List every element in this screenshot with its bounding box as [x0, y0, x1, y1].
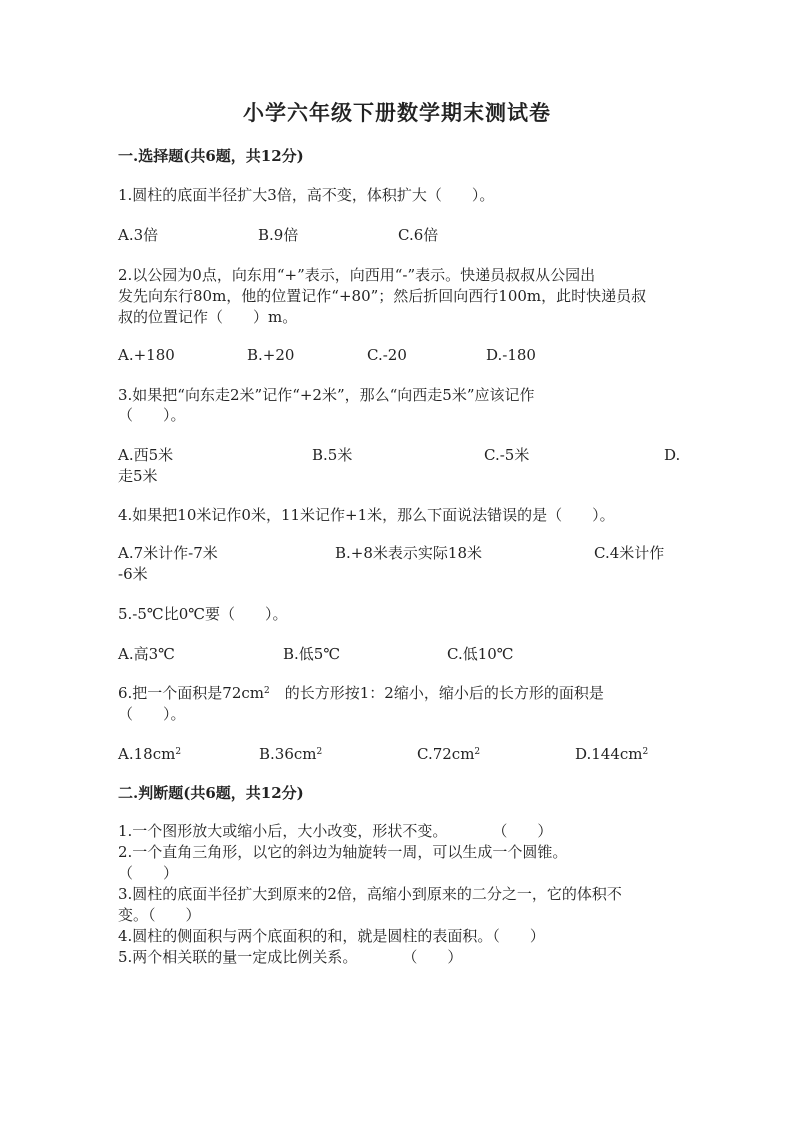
q6-text-part-1: 6.把一个面积是72cm: [118, 684, 265, 702]
q6-option-b-sup: 2: [316, 747, 323, 757]
q6-option-c-text: C.72cm: [417, 745, 475, 763]
q2-option-b: B.+20: [247, 346, 295, 364]
q3-option-d-continued: 走5米: [118, 467, 158, 485]
judgement-item-3: 3.圆柱的底面半径扩大到原来的2倍，高缩小到原来的二分之一，它的体积不: [118, 885, 622, 903]
q4-option-b: B.+8米表示实际18米: [335, 544, 482, 562]
q1-option-b: B.9倍: [258, 226, 299, 244]
q6-option-a-text: A.18cm: [118, 745, 176, 763]
judgement-item-2: 2.一个直角三角形，以它的斜边为轴旋转一周，可以生成一个圆锥。: [118, 843, 568, 861]
q1-option-a: A.3倍: [118, 226, 159, 244]
question-3-line-1: 3.如果把“向东走2米”记作“+2米”，那么“向西走5米”应该记作: [118, 386, 535, 404]
q6-option-c: [417, 744, 480, 765]
q5-option-b: B.低5℃: [283, 645, 341, 663]
q3-option-b: B.5米: [312, 446, 353, 464]
q3-option-d: D.: [664, 446, 681, 464]
q2-option-d: D.-180: [486, 346, 536, 364]
question-2-line-3: 叔的位置记作（ ）m。: [118, 308, 298, 326]
q6-option-d-text: D.144cm: [575, 745, 643, 763]
q6-superscript: 2: [264, 686, 270, 696]
q5-option-a: A.高3℃: [118, 645, 175, 663]
section1-heading: 一.选择题(共6题，共12分): [118, 147, 304, 165]
judgement-item-2-continued: （ ）: [118, 864, 179, 882]
question-2-line-1: 2.以公园为0点，向东用“+”表示，向西用“-”表示。快递员叔叔从公园出: [118, 266, 596, 284]
question-1: 1.圆柱的底面半径扩大3倍，高不变，体积扩大（ ）。: [118, 186, 495, 204]
q3-option-c: C.-5米: [484, 446, 530, 464]
q5-option-c: C.低10℃: [447, 645, 514, 663]
question-5: 5.-5℃比0℃要（ ）。: [118, 605, 288, 623]
q6-option-b: [259, 744, 322, 765]
q6-option-d-sup: 2: [642, 747, 649, 757]
judgement-item-4: 4.圆柱的侧面积与两个底面积的和，就是圆柱的表面积。（ ）: [118, 927, 545, 945]
q6-option-d: [575, 744, 648, 765]
q3-option-a: A.西5米: [118, 446, 174, 464]
q2-option-a: A.+180: [118, 346, 175, 364]
q6-option-c-sup: 2: [474, 747, 481, 757]
page-title: 小学六年级下册数学期末测试卷: [243, 100, 551, 125]
question-6-line-1: [118, 683, 688, 704]
judgement-item-5: 5.两个相关联的量一定成比例关系。 （ ）: [118, 948, 463, 966]
question-4: 4.如果把10米记作0米，11米记作+1米，那么下面说法错误的是（ ）。: [118, 506, 615, 524]
section2-heading: 二.判断题(共6题，共12分): [118, 784, 304, 802]
q6-text-part-2: 的长方形按1：2缩小，缩小后的长方形的面积是: [269, 684, 604, 702]
q4-option-c-continued: -6米: [118, 565, 148, 583]
q4-option-a: A.7米计作-7米: [118, 544, 218, 562]
judgement-item-3-continued: 变。（ ）: [118, 906, 201, 924]
q6-option-a: [118, 744, 181, 765]
judgement-item-1: 1.一个图形放大或缩小后，大小改变，形状不变。 （ ）: [118, 822, 553, 840]
q2-option-c: C.-20: [367, 346, 407, 364]
q4-option-c: C.4米计作: [594, 544, 665, 562]
question-2-line-2: 发先向东行80m，他的位置记作“+80”；然后折回向西行100m，此时快递员叔: [118, 287, 647, 305]
q1-option-c: C.6倍: [398, 226, 439, 244]
question-3-line-2: （ ）。: [118, 406, 186, 424]
q6-option-a-sup: 2: [175, 747, 182, 757]
q6-option-b-text: B.36cm: [259, 745, 317, 763]
question-6-line-2: （ ）。: [118, 705, 186, 723]
